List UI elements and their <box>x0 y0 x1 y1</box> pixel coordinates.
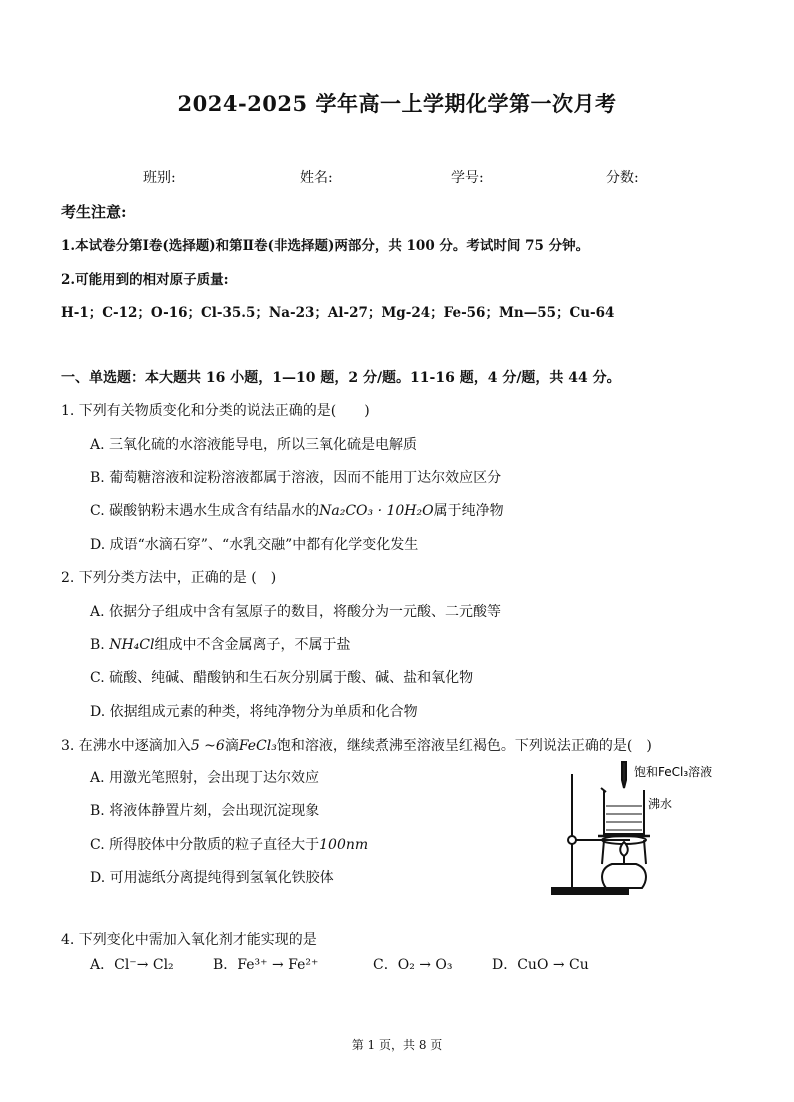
q3-stem-end: 饱和溶液，继续煮沸至溶液呈红褐色。下列说法正确的是( ) <box>276 738 652 754</box>
q1-option-c-formula: Na₂CO₃ · 10H₂O <box>319 503 434 519</box>
q3-option-a: A. 用激光笔照射，会出现丁达尔效应 <box>90 770 320 786</box>
q2-option-b-formula: NH₄Cl <box>109 637 155 653</box>
q3-option-c-formula: 100nm <box>319 837 369 853</box>
q1-option-c <box>90 500 504 520</box>
class-field: 班别: <box>143 170 176 186</box>
section-heading: 一、单选题：本大题共 16 小题，1—10 题，2 分/题。11-16 题，4 分/题，共 44 分。 <box>61 370 621 386</box>
q2-stem: 2. 下列分类方法中，正确的是 ( ) <box>61 570 277 586</box>
q1-option-d: D. 成语“水滴石穿”、“水乳交融”中都有化学变化发生 <box>90 537 419 553</box>
q3-stem-unit: 滴 <box>224 738 239 754</box>
q4-option-a: A．Cl⁻→ Cl₂ <box>90 957 174 973</box>
exam-title: 2024-2025 学年高一上学期化学第一次月考 <box>177 91 617 116</box>
q1-stem: 1. 下列有关物质变化和分类的说法正确的是( ) <box>61 403 370 419</box>
name-field: 姓名: <box>300 170 333 186</box>
figure-label-boiling-water: 沸水 <box>648 797 673 811</box>
q3-drop-count: 5 ~6 <box>190 738 225 754</box>
apparatus-figure <box>548 760 718 900</box>
q1-option-b: B. 葡萄糖溶液和淀粉溶液都属于溶液，因而不能用丁达尔效应区分 <box>90 470 502 486</box>
q2-option-d: D. 依据组成元素的种类，将纯净物分为单质和化合物 <box>90 704 418 720</box>
q2-option-b-prefix: B. <box>90 637 110 653</box>
q4-option-d: D．CuO → Cu <box>492 957 589 973</box>
q3-option-d: D. 可用滤纸分离提纯得到氢氧化铁胶体 <box>90 870 334 886</box>
figure-label-fecl3: 饱和FeCl₃溶液 <box>634 765 713 779</box>
notice-item-2: 2.可能用到的相对原子质量: <box>61 272 229 288</box>
student-id-field: 学号: <box>451 170 484 186</box>
notice-item-1: 1.本试卷分第Ⅰ卷(选择题)和第Ⅱ卷(非选择题)两部分，共 100 分。考试时间 75 分钟。 <box>61 238 590 254</box>
q3-stem-text: 3. 在沸水中逐滴加入 <box>61 738 191 754</box>
q3-option-c-text: C. 所得胶体中分散质的粒子直径大于 <box>90 837 320 853</box>
q3-option-b: B. 将液体静置片刻，会出现沉淀现象 <box>90 803 320 819</box>
q2-option-a: A. 依据分子组成中含有氢原子的数目，将酸分为一元酸、二元酸等 <box>90 604 502 620</box>
q4-stem: 4. 下列变化中需加入氧化剂才能实现的是 <box>61 932 317 948</box>
q1-option-c-text-end: 属于纯净物 <box>433 503 504 519</box>
q3-formula: FeCl₃ <box>238 738 277 754</box>
atomic-masses: H-1；C-12；O-16；Cl-35.5；Na-23；Al-27；Mg-24；Fe-56；Mn—55；Cu-64 <box>61 305 615 321</box>
apparatus-drawing <box>548 760 718 900</box>
score-field: 分数: <box>606 170 639 186</box>
q2-option-c: C. 硫酸、纯碱、醋酸钠和生石灰分别属于酸、碱、盐和氧化物 <box>90 670 474 686</box>
q4-option-b: B．Fe³⁺ → Fe²⁺ <box>213 957 319 973</box>
notice-heading: 考生注意: <box>61 203 127 221</box>
q2-option-b-text: 组成中不含金属离子，不属于盐 <box>154 637 351 653</box>
q2-option-b <box>90 634 350 654</box>
page-footer: 第 1 页，共 8 页 <box>351 1038 443 1052</box>
q3-option-c <box>90 834 368 854</box>
q3-stem <box>61 735 652 755</box>
q1-option-a: A. 三氧化硫的水溶液能导电，所以三氧化硫是电解质 <box>90 437 418 453</box>
q4-option-c: C．O₂ → O₃ <box>373 957 453 973</box>
q1-option-c-text: C. 碳酸钠粉末遇水生成含有结晶水的 <box>90 503 320 519</box>
